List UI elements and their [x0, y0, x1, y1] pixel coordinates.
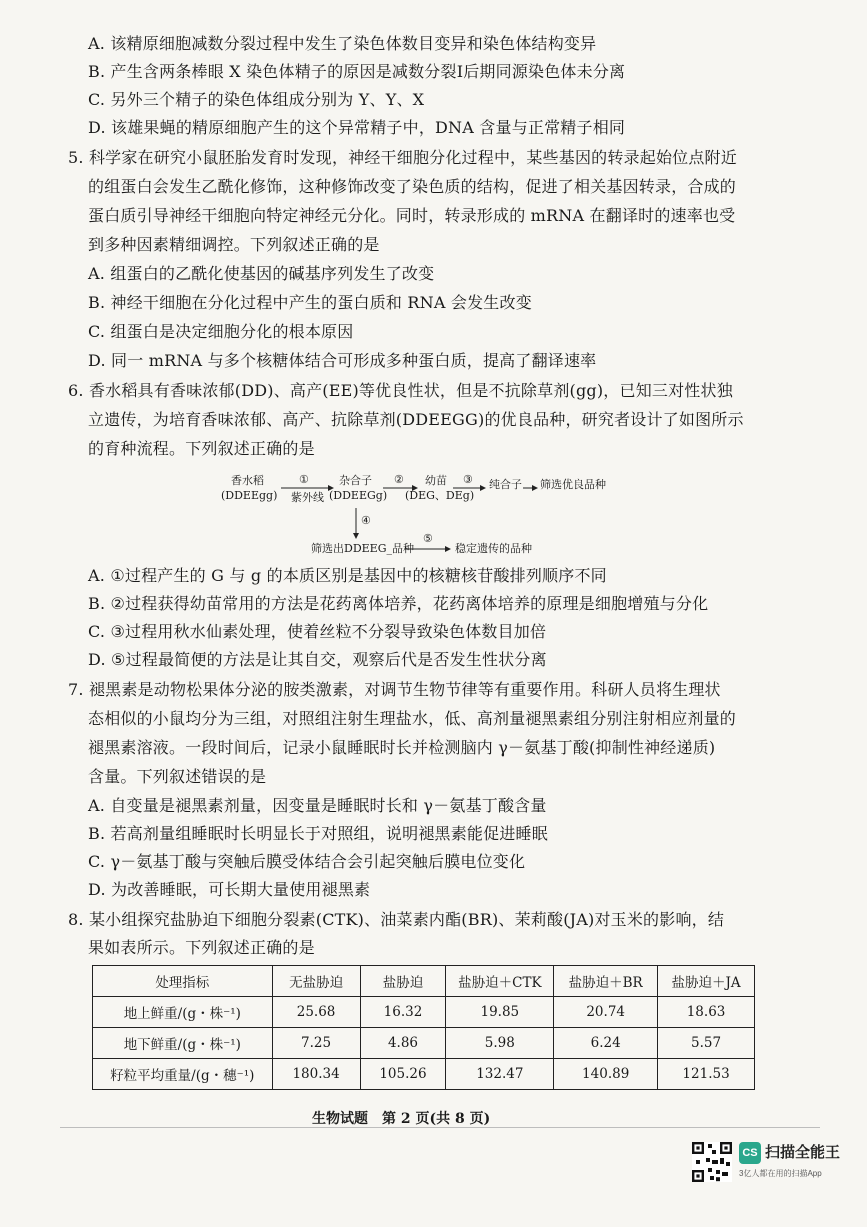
q7-stem-line2: 态相似的小鼠均分为三组，对照组注射生理盐水，低、高剂量褪黑素组分别注射相应剂量的: [88, 709, 737, 728]
q6-option-c: C. ③过程用秋水仙素处理，使着丝粒不分裂导致染色体数目加倍: [88, 622, 547, 641]
header-cell: 盐胁迫＋JA: [658, 966, 755, 997]
q6-option-d: D. ⑤过程最简便的方法是让其自交，观察后代是否发生性状分离: [88, 650, 547, 669]
table-cell: 180.34: [272, 1059, 360, 1090]
table-cell: 5.98: [446, 1028, 554, 1059]
q7-option-c: C. γ－氨基丁酸与突触后膜受体结合会引起突触后膜电位变化: [88, 852, 526, 871]
q5-option-d: D. 同一 mRNA 与多个核糖体结合可形成多种蛋白质，提高了翻译速率: [88, 351, 597, 370]
node-fragrant-rice-genotype: (DDEEgg): [221, 489, 278, 502]
footer-divider: [60, 1127, 820, 1128]
q4-option-d: D. 该雄果蝇的精原细胞产生的这个异常精子中，DNA 含量与正常精子相同: [88, 118, 626, 137]
q8-stem-line2: 果如表所示。下列叙述正确的是: [88, 938, 315, 957]
row-label: 地上鲜重/(g・株⁻¹): [93, 997, 273, 1028]
camscanner-logo: CS: [739, 1142, 761, 1164]
q5-stem-line1: 5. 科学家在研究小鼠胚胎发育时发现，神经干细胞分化过程中，某些基因的转录起始位点附近: [68, 148, 737, 167]
q4-option-c: C. 另外三个精子的染色体组成分别为 Y、Y、X: [88, 90, 425, 109]
header-cell: 盐胁迫: [360, 966, 446, 997]
q6-option-b: B. ②过程获得幼苗常用的方法是花药离体培养，花药离体培养的原理是细胞增殖与分化: [88, 594, 709, 613]
table-cell: 105.26: [360, 1059, 446, 1090]
node-select-fine-variety: 筛选优良品种: [540, 478, 606, 491]
step3-label: ③: [463, 473, 473, 486]
step5-label: ⑤: [423, 532, 433, 545]
table-cell: 6.24: [554, 1028, 658, 1059]
q8-stem-line1: 8. 某小组探究盐胁迫下细胞分裂素(CTK)、油菜素内酯(BR)、茉莉酸(JA)对玉米的影响，结: [68, 910, 725, 929]
q4-option-b: B. 产生含两条棒眼 X 染色体精子的原因是减数分裂Ⅰ后期同源染色体未分离: [88, 62, 626, 81]
header-cell: 处理指标: [93, 966, 273, 997]
row-label: 地下鲜重/(g・株⁻¹): [93, 1028, 273, 1059]
node-hybrid: 杂合子: [339, 474, 372, 487]
node-stable-variety: 稳定遗传的品种: [455, 542, 532, 555]
q7-option-d: D. 为改善睡眠，可长期大量使用褪黑素: [88, 880, 371, 899]
q5-option-b: B. 神经干细胞在分化过程中产生的蛋白质和 RNA 会发生改变: [88, 293, 532, 312]
step4-label: ④: [361, 514, 371, 527]
q5-stem-line4: 到多种因素精细调控。下列叙述正确的是: [88, 235, 380, 254]
node-hybrid-genotype: (DDEEGg): [329, 489, 388, 502]
table-cell: 4.86: [360, 1028, 446, 1059]
table-cell: 25.68: [272, 997, 360, 1028]
qr-code-icon: [692, 1142, 732, 1182]
table-cell: 19.85: [446, 997, 554, 1028]
table-cell: 132.47: [446, 1059, 554, 1090]
table-cell: 20.74: [554, 997, 658, 1028]
results-table: [92, 965, 755, 1090]
table-row: [93, 1059, 755, 1090]
node-fragrant-rice: 香水稻: [231, 474, 264, 487]
header-cell: 盐胁迫＋CTK: [446, 966, 554, 997]
q6-stem-line3: 的育种流程。下列叙述正确的是: [88, 439, 315, 458]
q5-stem-line2: 的组蛋白会发生乙酰化修饰，这种修饰改变了染色质的结构，促进了相关基因转录，合成的: [88, 177, 737, 196]
table-cell: 16.32: [360, 997, 446, 1028]
step2-label: ②: [394, 473, 404, 486]
q6-option-a: A. ①过程产生的 G 与 g 的本质区别是基因中的核糖核苷酸排列顺序不同: [88, 566, 607, 585]
q5-option-c: C. 组蛋白是决定细胞分化的根本原因: [88, 322, 354, 341]
node-select-ddeeg: 筛选出DDEEG_品种: [311, 542, 414, 555]
header-cell: 无盐胁迫: [272, 966, 360, 997]
q6-stem-line2: 立遗传，为培育香味浓郁、高产、抗除草剂(DDEEGG)的优良品种，研究者设计了如图所示: [88, 410, 744, 429]
q4-option-a: A. 该精原细胞减数分裂过程中发生了染色体数目变异和染色体结构变异: [88, 34, 597, 53]
node-seedling-genotype: (DEG、DEg): [405, 489, 475, 502]
table-cell: 18.63: [658, 997, 755, 1028]
table-cell: 7.25: [272, 1028, 360, 1059]
table-row: [93, 997, 755, 1028]
q7-option-a: A. 自变量是褪黑素剂量，因变量是睡眠时长和 γ－氨基丁酸含量: [88, 796, 547, 815]
step1-uv-label: 紫外线: [291, 491, 324, 504]
q6-stem-line1: 6. 香水稻具有香味浓郁(DD)、高产(EE)等优良性状，但是不抗除草剂(gg)，已知三对性状独: [68, 381, 733, 400]
camscanner-name: 扫描全能王: [765, 1144, 841, 1161]
table-cell: 5.57: [658, 1028, 755, 1059]
q7-option-b: B. 若高剂量组睡眠时长明显长于对照组，说明褪黑素能促进睡眠: [88, 824, 548, 843]
camscanner-slogan: 3亿人都在用的扫描App: [739, 1169, 822, 1178]
table-row: [93, 1028, 755, 1059]
node-homozygote: 纯合子: [489, 478, 522, 491]
q7-stem-line1: 7. 褪黑素是动物松果体分泌的胺类激素，对调节生物节律等有重要作用。科研人员将生理状: [68, 680, 721, 699]
table-cell: 140.89: [554, 1059, 658, 1090]
q5-stem-line3: 蛋白质引导神经干细胞向特定神经元分化。同时，转录形成的 mRNA 在翻译时的速率也受: [88, 206, 736, 225]
table-header-row: [93, 966, 755, 997]
q7-stem-line4: 含量。下列叙述错误的是: [88, 767, 267, 786]
header-cell: 盐胁迫＋BR: [554, 966, 658, 997]
node-seedling: 幼苗: [425, 474, 447, 487]
q5-option-a: A. 组蛋白的乙酰化使基因的碱基序列发生了改变: [88, 264, 435, 283]
step1-label: ①: [299, 473, 309, 486]
page-footer: 生物试题 第 2 页(共 8 页): [312, 1111, 491, 1127]
row-label: 籽粒平均重量/(g・穗⁻¹): [93, 1059, 273, 1090]
table-cell: 121.53: [658, 1059, 755, 1090]
q7-stem-line3: 褪黑素溶液。一段时间后，记录小鼠睡眠时长并检测脑内 γ－氨基丁酸(抑制性神经递质): [88, 738, 716, 757]
breeding-flow-diagram: [215, 472, 645, 562]
